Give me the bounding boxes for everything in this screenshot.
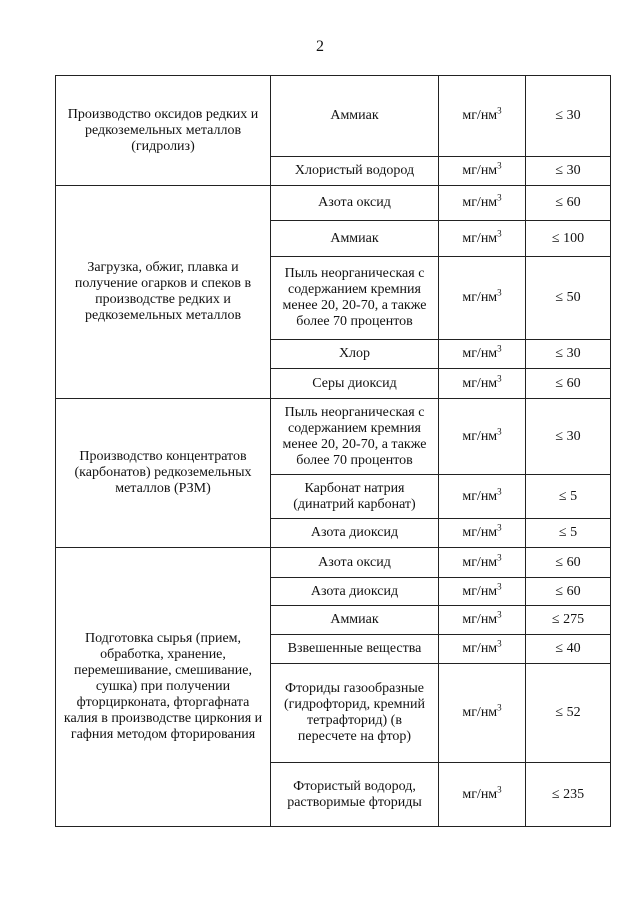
substance-cell: Азота оксид	[271, 186, 439, 221]
process-cell: Загрузка, обжиг, плавка и получение огарков и спеков в производстве редких и редкоземельных металлов	[56, 186, 271, 399]
unit-exponent: 3	[497, 343, 502, 354]
limit-cell: ≤ 100	[526, 221, 611, 257]
substance-cell: Аммиак	[271, 76, 439, 157]
substance-cell: Пыль неорганическая с содержанием кремния менее 20, 20-70, а также более 70 процентов	[271, 257, 439, 340]
unit-exponent: 3	[497, 160, 502, 171]
table-row	[56, 186, 611, 221]
unit-base: мг/нм	[462, 786, 498, 802]
limit-cell: ≤ 60	[526, 369, 611, 399]
unit-cell	[439, 76, 526, 157]
unit-base: мг/нм	[462, 195, 498, 210]
unit-exponent: 3	[497, 551, 502, 562]
unit-base: мг/нм	[462, 705, 498, 720]
unit-exponent: 3	[497, 192, 502, 203]
unit-cell	[439, 257, 526, 340]
limit-cell: ≤ 60	[526, 578, 611, 606]
limit-cell: ≤ 30	[526, 340, 611, 369]
emission-limits-table	[55, 75, 611, 827]
limit-cell: ≤ 52	[526, 664, 611, 763]
substance-cell: Хлор	[271, 340, 439, 369]
unit-cell	[439, 664, 526, 763]
process-cell: Производство оксидов редких и редкоземельных металлов (гидролиз)	[56, 76, 271, 186]
unit-exponent: 3	[497, 425, 502, 436]
unit-cell	[439, 221, 526, 257]
substance-cell: Азота диоксид	[271, 578, 439, 606]
unit-cell	[439, 548, 526, 578]
unit-cell	[439, 186, 526, 221]
table-row	[56, 76, 611, 157]
unit-exponent: 3	[497, 522, 502, 533]
unit-cell	[439, 578, 526, 606]
unit-exponent: 3	[497, 783, 502, 794]
unit-base: мг/нм	[462, 525, 498, 540]
limit-cell: ≤ 235	[526, 763, 611, 827]
substance-cell: Фториды газообразные (гидрофторид, кремний тетрафторид) (в пересчете на фтор)	[271, 664, 439, 763]
unit-exponent: 3	[497, 287, 502, 298]
unit-cell	[439, 763, 526, 827]
limit-cell: ≤ 5	[526, 475, 611, 519]
unit-base: мг/нм	[462, 488, 498, 504]
limit-cell: ≤ 40	[526, 635, 611, 664]
process-cell: Подготовка сырья (прием, обработка, хранение, перемешивание, смешивание, сушка) при получении фторцирконата, фторгафната калия в производстве циркония и гафния методом фторирования	[56, 548, 271, 827]
unit-cell	[439, 369, 526, 399]
process-cell: Производство концентратов (карбонатов) редкоземельных металлов (РЗМ)	[56, 399, 271, 548]
unit-cell	[439, 340, 526, 369]
table-row	[56, 548, 611, 578]
unit-cell	[439, 157, 526, 186]
substance-cell: Аммиак	[271, 606, 439, 635]
unit-cell	[439, 635, 526, 664]
unit-exponent: 3	[497, 702, 502, 713]
unit-base: мг/нм	[462, 375, 498, 391]
limit-cell: ≤ 30	[526, 399, 611, 475]
unit-cell	[439, 519, 526, 548]
unit-exponent: 3	[497, 105, 502, 116]
unit-cell	[439, 475, 526, 519]
limit-cell: ≤ 60	[526, 548, 611, 578]
unit-exponent: 3	[497, 372, 502, 383]
substance-cell: Пыль неорганическая с содержанием кремния менее 20, 20-70, а также более 70 процентов	[271, 399, 439, 475]
page-number: 2	[316, 38, 324, 55]
unit-cell	[439, 399, 526, 475]
substance-cell: Фтористый водород, растворимые фториды	[271, 763, 439, 827]
substance-cell: Аммиак	[271, 221, 439, 257]
unit-base: мг/нм	[462, 346, 498, 361]
unit-exponent: 3	[497, 227, 502, 238]
unit-base: мг/нм	[462, 554, 498, 570]
table-row	[56, 399, 611, 475]
limit-cell: ≤ 5	[526, 519, 611, 548]
unit-base: мг/нм	[462, 108, 498, 123]
unit-base: мг/нм	[462, 612, 498, 627]
substance-cell: Взвешенные вещества	[271, 635, 439, 664]
unit-base: мг/нм	[462, 428, 498, 444]
unit-base: мг/нм	[462, 290, 498, 305]
substance-cell: Карбонат натрия (динатрий карбонат)	[271, 475, 439, 519]
substance-cell: Хлористый водород	[271, 157, 439, 186]
unit-base: мг/нм	[462, 641, 498, 656]
limit-cell: ≤ 30	[526, 157, 611, 186]
unit-base: мг/нм	[462, 230, 498, 246]
substance-cell: Азота диоксид	[271, 519, 439, 548]
unit-exponent: 3	[497, 638, 502, 649]
limit-cell: ≤ 60	[526, 186, 611, 221]
limit-cell: ≤ 50	[526, 257, 611, 340]
substance-cell: Азота оксид	[271, 548, 439, 578]
substance-cell: Серы диоксид	[271, 369, 439, 399]
unit-exponent: 3	[497, 580, 502, 591]
limit-cell: ≤ 30	[526, 76, 611, 157]
unit-exponent: 3	[497, 485, 502, 496]
unit-base: мг/нм	[462, 163, 498, 178]
unit-exponent: 3	[497, 609, 502, 620]
limit-cell: ≤ 275	[526, 606, 611, 635]
unit-cell	[439, 606, 526, 635]
unit-base: мг/нм	[462, 583, 498, 599]
